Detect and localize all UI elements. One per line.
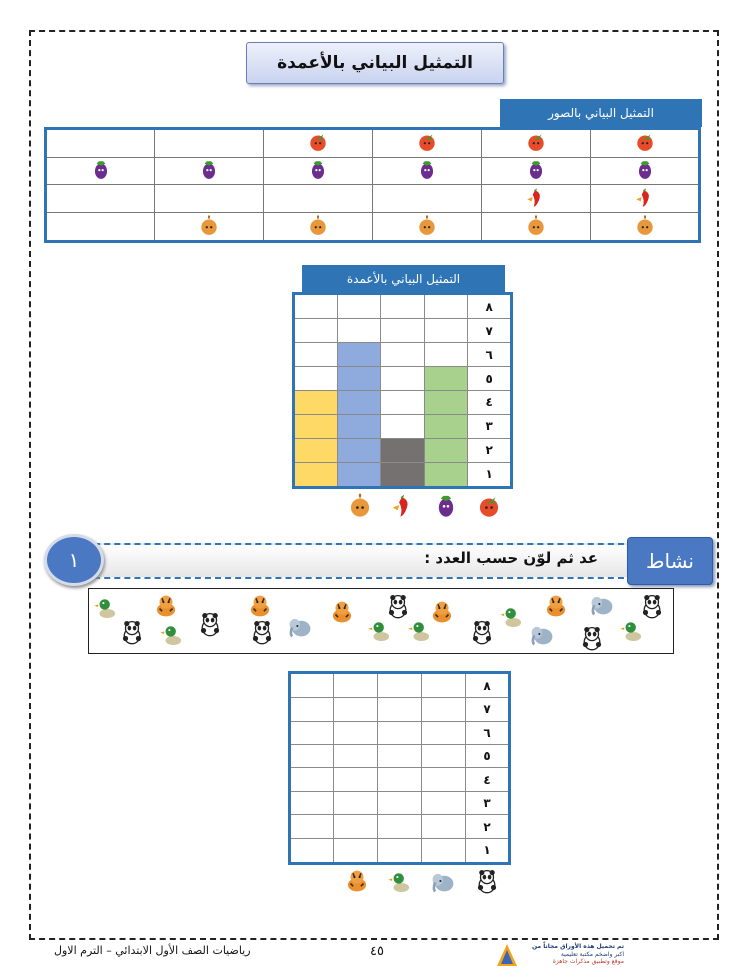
- grid-cell: [424, 319, 468, 343]
- onion-icon: [307, 214, 329, 236]
- bar-segment-eggplant: [337, 343, 381, 367]
- grid-cell[interactable]: [378, 673, 422, 698]
- bar-graph-animals-icons: [335, 868, 509, 894]
- picture-graph-cell: [373, 185, 482, 213]
- bar-segment-onion: [424, 414, 468, 438]
- y-tick-label: ٥: [468, 367, 512, 391]
- picture-graph-cell: [264, 213, 373, 242]
- grid-cell[interactable]: [378, 698, 422, 721]
- animal-tiger: [543, 593, 569, 623]
- bar-graph-row: [294, 367, 512, 391]
- grid-cell: [381, 367, 425, 391]
- picture-graph-cell: [591, 129, 700, 158]
- elephant-icon: [589, 591, 615, 617]
- page-title: التمثيل البياني بالأعمدة: [246, 42, 504, 84]
- grid-cell: [424, 343, 468, 367]
- bar-segment-eggplant: [337, 438, 381, 462]
- picture-graph-row: [46, 185, 700, 213]
- grid-cell[interactable]: [334, 768, 378, 791]
- tomato-icon: [307, 130, 329, 152]
- grid-cell: [337, 319, 381, 343]
- y-tick-label: ٨: [466, 673, 510, 698]
- y-tick-label: ٣: [466, 791, 510, 814]
- y-tick-label: ٣: [468, 414, 512, 438]
- picture-graph-cell: [155, 213, 264, 242]
- elephant-icon: [529, 621, 555, 647]
- grid-cell[interactable]: [422, 698, 466, 721]
- bar-segment-tomato: [294, 390, 338, 414]
- picture-graph-cell: [482, 157, 591, 185]
- category-label-panda: [465, 868, 508, 894]
- animal-tiger: [429, 599, 455, 629]
- y-tick-label: ٥: [466, 744, 510, 767]
- bar-segment-pepper: [381, 462, 425, 488]
- grid-cell[interactable]: [422, 768, 466, 791]
- animal-duck: [499, 603, 525, 633]
- bar-segment-tomato: [294, 438, 338, 462]
- category-label-pepper: [381, 492, 424, 518]
- grid-cell[interactable]: [334, 673, 378, 698]
- picture-graph-cell: [482, 213, 591, 242]
- panda-icon: [474, 868, 500, 894]
- panda-icon: [197, 611, 223, 637]
- picture-graph-table: [44, 127, 701, 243]
- picture-graph-cell: [155, 185, 264, 213]
- grid-cell: [381, 414, 425, 438]
- bar-segment-onion: [424, 462, 468, 488]
- grid-cell[interactable]: [334, 744, 378, 767]
- bar-graph-row: [294, 343, 512, 367]
- grid-cell: [337, 294, 381, 319]
- grid-cell[interactable]: [290, 673, 334, 698]
- animal-duck: [93, 594, 119, 624]
- animal-panda: [197, 611, 223, 641]
- logo-icon: [496, 943, 518, 967]
- tomato-icon: [416, 130, 438, 152]
- onion-icon: [634, 214, 656, 236]
- grid-cell[interactable]: [422, 744, 466, 767]
- picture-graph-cell: [591, 157, 700, 185]
- logo-line-2: اكبر واضخم مكتبة تعليمية: [560, 950, 624, 958]
- grid-cell[interactable]: [334, 721, 378, 744]
- animal-panda: [579, 625, 605, 655]
- grid-cell: [381, 343, 425, 367]
- picture-graph-cell: [591, 185, 700, 213]
- bar-graph-row: [290, 673, 510, 698]
- bar-segment-pepper: [381, 438, 425, 462]
- grid-cell[interactable]: [334, 815, 378, 838]
- grid-cell[interactable]: [422, 721, 466, 744]
- bar-segment-tomato: [294, 414, 338, 438]
- eggplant-icon: [198, 158, 220, 180]
- bar-segment-eggplant: [337, 390, 381, 414]
- bar-graph-vegetables: [292, 292, 513, 489]
- category-label-onion: [338, 492, 381, 518]
- onion-icon: [347, 492, 373, 518]
- footer-page-number: ٤٥: [370, 944, 384, 959]
- animals-counting-box: [88, 588, 674, 654]
- panda-icon: [119, 619, 145, 645]
- grid-cell: [294, 294, 338, 319]
- animal-tiger: [329, 599, 355, 629]
- animal-elephant: [287, 613, 313, 643]
- picture-graph-cell: [373, 157, 482, 185]
- activity-instruction: عد ثم لوّن حسب العدد :: [424, 549, 598, 567]
- grid-cell[interactable]: [378, 768, 422, 791]
- tiger-icon: [247, 593, 273, 619]
- y-tick-label: ٨: [468, 294, 512, 319]
- picture-graph-cell: [373, 213, 482, 242]
- eggplant-icon: [634, 158, 656, 180]
- picture-graph-cell: [46, 213, 155, 242]
- picture-graph-cell: [46, 185, 155, 213]
- y-tick-label: ٢: [466, 815, 510, 838]
- picture-graph-cell: [591, 213, 700, 242]
- eggplant-icon: [416, 158, 438, 180]
- tiger-icon: [429, 599, 455, 625]
- picture-graph-cell: [482, 185, 591, 213]
- grid-cell: [424, 294, 468, 319]
- pepper-icon: [390, 492, 416, 518]
- bar-segment-onion: [424, 390, 468, 414]
- onion-icon: [525, 214, 547, 236]
- grid-cell: [294, 343, 338, 367]
- bar-segment-onion: [424, 367, 468, 391]
- grid-cell[interactable]: [334, 838, 378, 863]
- activity-number: ١: [44, 534, 104, 586]
- panda-icon: [579, 625, 605, 651]
- bar-segment-tomato: [294, 462, 338, 488]
- bar-graph-row: [294, 294, 512, 319]
- onion-icon: [416, 214, 438, 236]
- y-tick-label: ٦: [466, 721, 510, 744]
- picture-graph-row: [46, 157, 700, 185]
- animal-panda: [249, 619, 275, 649]
- tomato-icon: [476, 492, 502, 518]
- category-label-tiger: [335, 868, 378, 894]
- grid-cell[interactable]: [378, 838, 422, 863]
- activity-badge: نشاط: [627, 537, 713, 585]
- footer-subject: رياضيات الصف الأول الابتدائي – الترم الاول: [54, 944, 251, 957]
- bar-graph-row: [294, 438, 512, 462]
- y-tick-label: ٧: [468, 319, 512, 343]
- panda-icon: [469, 619, 495, 645]
- grid-cell[interactable]: [290, 698, 334, 721]
- grid-cell[interactable]: [290, 838, 334, 863]
- grid-cell[interactable]: [290, 768, 334, 791]
- picture-graph-cell: [155, 129, 264, 158]
- grid-cell[interactable]: [378, 721, 422, 744]
- bar-graph-animals[interactable]: [288, 671, 511, 865]
- tiger-icon: [344, 868, 370, 894]
- grid-cell[interactable]: [422, 791, 466, 814]
- bar-segment-eggplant: [337, 462, 381, 488]
- grid-cell[interactable]: [290, 791, 334, 814]
- eggplant-icon: [307, 158, 329, 180]
- animal-elephant: [529, 621, 555, 651]
- panda-icon: [385, 593, 411, 619]
- tiger-icon: [153, 593, 179, 619]
- eggplant-icon: [433, 492, 459, 518]
- bar-graph-row: [294, 319, 512, 343]
- bar-graph-row: [290, 838, 510, 863]
- duck-icon: [387, 868, 413, 894]
- elephant-icon: [287, 613, 313, 639]
- y-tick-label: ٢: [468, 438, 512, 462]
- bar-segment-eggplant: [337, 414, 381, 438]
- bar-segment-eggplant: [337, 367, 381, 391]
- bar-graph-row: [294, 414, 512, 438]
- eggplant-icon: [90, 158, 112, 180]
- category-label-duck: [378, 868, 421, 894]
- grid-cell[interactable]: [422, 673, 466, 698]
- grid-cell[interactable]: [290, 721, 334, 744]
- bar-graph-tab: التمثيل البياني بالأعمدة: [302, 265, 505, 292]
- panda-icon: [249, 619, 275, 645]
- category-label-elephant: [422, 868, 465, 894]
- onion-icon: [198, 214, 220, 236]
- bar-graph-vegetables-icons: [338, 492, 510, 518]
- animal-panda: [119, 619, 145, 649]
- grid-cell[interactable]: [378, 791, 422, 814]
- pepper-icon: [525, 186, 547, 208]
- grid-cell[interactable]: [422, 815, 466, 838]
- y-tick-label: ٤: [468, 390, 512, 414]
- grid-cell[interactable]: [378, 744, 422, 767]
- tiger-icon: [329, 599, 355, 625]
- bar-graph-row: [290, 721, 510, 744]
- picture-graph-cell: [482, 129, 591, 158]
- grid-cell[interactable]: [334, 791, 378, 814]
- picture-graph-tab: التمثيل البياني بالصور: [500, 99, 702, 127]
- grid-cell[interactable]: [290, 815, 334, 838]
- y-tick-label: ٤: [466, 768, 510, 791]
- grid-cell: [294, 367, 338, 391]
- picture-graph-cell: [264, 129, 373, 158]
- tomato-icon: [634, 130, 656, 152]
- picture-graph-cell: [264, 185, 373, 213]
- grid-cell[interactable]: [290, 744, 334, 767]
- animal-tiger: [153, 593, 179, 623]
- animal-duck: [159, 621, 185, 651]
- category-label-eggplant: [424, 492, 467, 518]
- tiger-icon: [543, 593, 569, 619]
- duck-icon: [93, 594, 119, 620]
- footer-logo: [496, 943, 626, 969]
- grid-cell: [294, 319, 338, 343]
- bar-graph-row: [290, 744, 510, 767]
- bar-graph-row: [294, 390, 512, 414]
- grid-cell: [381, 319, 425, 343]
- bar-graph-row: [294, 462, 512, 488]
- duck-icon: [499, 603, 525, 629]
- picture-graph-cell: [46, 129, 155, 158]
- picture-graph-row: [46, 129, 700, 158]
- picture-graph-cell: [373, 129, 482, 158]
- eggplant-icon: [525, 158, 547, 180]
- bar-graph-row: [290, 791, 510, 814]
- picture-graph-row: [46, 213, 700, 242]
- bar-graph-row: [290, 815, 510, 838]
- panda-icon: [639, 593, 665, 619]
- y-tick-label: ١: [466, 838, 510, 863]
- animal-panda: [639, 593, 665, 623]
- elephant-icon: [430, 868, 456, 894]
- category-label-tomato: [467, 492, 510, 518]
- logo-line-1: تم تحميل هذه الأوراق مجاناً من: [531, 943, 624, 950]
- picture-graph-cell: [155, 157, 264, 185]
- bar-graph-row: [290, 768, 510, 791]
- grid-cell[interactable]: [422, 838, 466, 863]
- y-tick-label: ٧: [466, 698, 510, 721]
- animal-panda: [469, 619, 495, 649]
- logo-line-3: موقع وتطبيق مذكرات جاهزة: [552, 958, 624, 965]
- y-tick-label: ١: [468, 462, 512, 488]
- y-tick-label: ٦: [468, 343, 512, 367]
- grid-cell: [381, 390, 425, 414]
- grid-cell: [381, 294, 425, 319]
- bar-segment-onion: [424, 438, 468, 462]
- bar-graph-row: [290, 698, 510, 721]
- picture-graph-cell: [264, 157, 373, 185]
- animal-elephant: [589, 591, 615, 621]
- tomato-icon: [525, 130, 547, 152]
- picture-graph-cell: [46, 157, 155, 185]
- duck-icon: [159, 621, 185, 647]
- grid-cell[interactable]: [334, 698, 378, 721]
- grid-cell[interactable]: [378, 815, 422, 838]
- pepper-icon: [634, 186, 656, 208]
